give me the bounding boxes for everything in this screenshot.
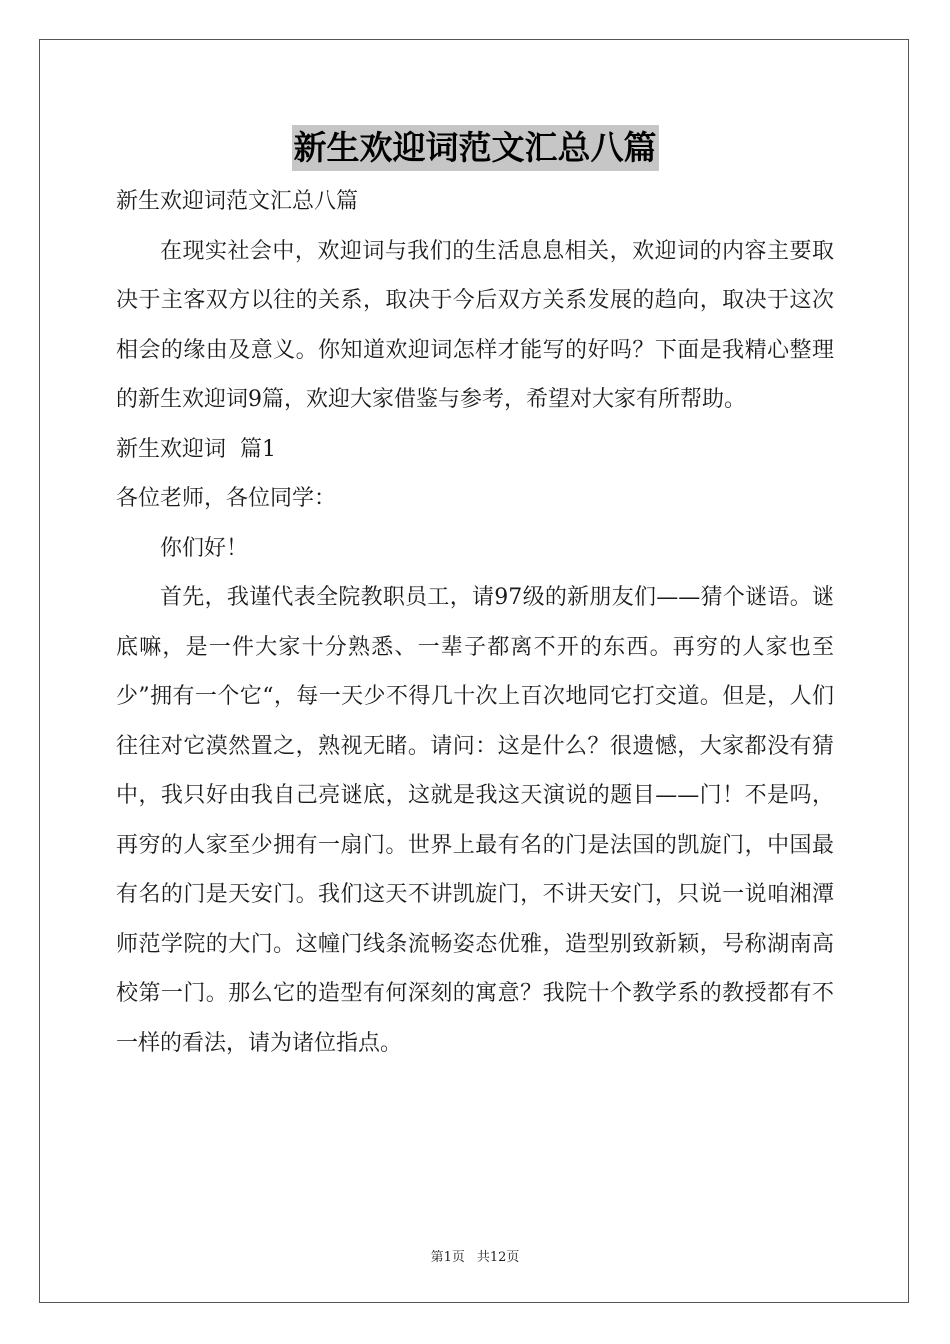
section-heading: 新生欢迎词 篇1 [116,436,276,462]
subtitle: 新生欢迎词范文汇总八篇 [116,189,359,214]
intro-paragraph: 在现实社会中，欢迎词与我们的生活息息相关，欢迎词的内容主要取决于主客双方以往的关系，取决于今后双方关系发展的趋向，取决于这次相会的缘由及意义。你知道欢迎词怎样才能写的好吗？下面是我精心整理的新生欢迎词9篇，欢迎大家借鉴与参考，希望对大家有所帮助。 [116,238,834,412]
page-total: 共12页 [476,1250,520,1265]
document-title: 新生欢迎词范文汇总八篇 [292,125,659,171]
title-container [0,125,950,171]
page-number: 第1页 [430,1250,465,1265]
greeting: 你们好！ [160,535,249,561]
document-body [116,177,834,1068]
body-paragraph: 首先，我谨代表全院教职员工，请97级的新朋友们——猜个谜语。谜底嘛，是一件大家十分熟悉、一辈子都离不开的东西。再穷的人家也至少”拥有一个它“，每一天少不得几十次上百次地同它打交道。但是，人们往往对它漠然置之，熟视无睹。请问：这是什么？很遗憾，大家都没有猜中，我只好由我自己亮谜底，这就是我这天演说的题目——门！不是吗，再穷的人家至少拥有一扇门。世界上最有名的门是法国的凯旋门，中国最有名的门是天安门。我们这天不讲凯旋门，不讲天安门，只说一说咱湘潭师范学院的大门。这幢门线条流畅姿态优雅，造型别致新颖，号称湖南高校第一门。那么它的造型有何深刻的寓意？我院十个教学系的教授都有不一样的看法，请为诸位指点。 [116,585,834,1056]
page-footer [0,1246,950,1265]
salutation: 各位老师，各位同学： [116,486,337,511]
